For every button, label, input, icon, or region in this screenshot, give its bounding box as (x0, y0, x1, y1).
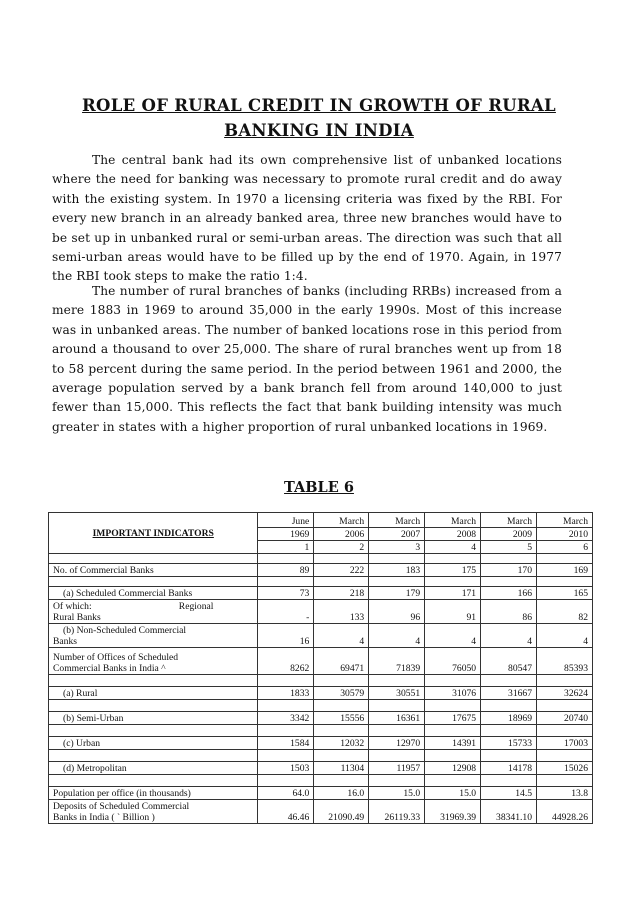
cell: 15.0 (369, 787, 425, 800)
cell: 218 (314, 587, 369, 600)
cell: 26119.33 (369, 800, 425, 824)
cell: 18969 (481, 712, 537, 725)
cell: 133 (314, 600, 369, 624)
cell: 16361 (369, 712, 425, 725)
cell: 4 (314, 624, 369, 648)
cell: 1833 (258, 687, 314, 700)
table-row (49, 787, 593, 800)
row-label: No. of Commercial Banks (49, 564, 258, 577)
table-row (49, 712, 593, 725)
cell: 69471 (314, 648, 369, 675)
header-col-number: 1 (258, 541, 314, 554)
cell: 73 (258, 587, 314, 600)
cell: 15026 (537, 762, 593, 775)
cell: 30551 (369, 687, 425, 700)
header-month: March (369, 513, 425, 528)
header-month: March (481, 513, 537, 528)
title-line-2: BANKING IN INDIA (224, 121, 414, 140)
table-row (49, 800, 593, 824)
cell: 64.0 (258, 787, 314, 800)
cell: 82 (537, 600, 593, 624)
cell: 21090.49 (314, 800, 369, 824)
table-row (49, 648, 593, 675)
title-line-1: ROLE OF RURAL CREDIT IN GROWTH OF RURAL (82, 96, 556, 115)
cell: 85393 (537, 648, 593, 675)
cell: 170 (481, 564, 537, 577)
cell: 12908 (425, 762, 481, 775)
row-label-part: Deposits of Scheduled Commercial (53, 801, 190, 812)
cell: 169 (537, 564, 593, 577)
cell: 30579 (314, 687, 369, 700)
row-label-part: Banks (53, 636, 77, 647)
cell: 71839 (369, 648, 425, 675)
header-month: March (537, 513, 593, 528)
table-row (49, 762, 593, 775)
row-label-part: Of which: (53, 601, 92, 612)
header-col-number: 6 (537, 541, 593, 554)
row-label-part: Regional (178, 601, 214, 612)
cell: 17675 (425, 712, 481, 725)
cell: 76050 (425, 648, 481, 675)
row-label: (a) Scheduled Commercial Banks (49, 587, 258, 600)
cell: 31667 (481, 687, 537, 700)
row-label-part: Banks in India ( ` Billion ) (53, 812, 155, 823)
cell: 183 (369, 564, 425, 577)
cell: 91 (425, 600, 481, 624)
row-label: (d) Metropolitan (49, 762, 258, 775)
cell: 4 (369, 624, 425, 648)
cell: 1503 (258, 762, 314, 775)
cell: 13.8 (537, 787, 593, 800)
row-label (49, 800, 258, 824)
row-label: (b) Semi-Urban (49, 712, 258, 725)
row-label-part: (b) Non-Scheduled Commercial (63, 625, 187, 636)
header-col-number: 3 (369, 541, 425, 554)
cell: 15556 (314, 712, 369, 725)
cell: 12032 (314, 737, 369, 750)
cell: 165 (537, 587, 593, 600)
row-label: (a) Rural (49, 687, 258, 700)
cell: 44928.26 (537, 800, 593, 824)
cell: 12970 (369, 737, 425, 750)
table-title: TABLE 6 (284, 479, 354, 496)
document-title (40, 93, 598, 143)
cell: 8262 (258, 648, 314, 675)
paragraph-1: The central bank had its own comprehensive list of unbanked locations where the need for banking was necessary to promote rural credit and do away with the existing system. In 1970 a licensing criteria was fixed by the RBI. For every new branch in an already banked area, three new branches would have to be set up in unbanked rural or semi-urban areas. The direction was such that all semi-urban areas would have to be filled up by the end of 1970. Again, in 1977 the RBI took steps to make the ratio 1:4. (52, 153, 562, 284)
cell: 15733 (481, 737, 537, 750)
cell: 16.0 (314, 787, 369, 800)
cell: 31076 (425, 687, 481, 700)
row-label (49, 624, 258, 648)
cell: 179 (369, 587, 425, 600)
cell: 80547 (481, 648, 537, 675)
cell: 15.0 (425, 787, 481, 800)
cell: 20740 (537, 712, 593, 725)
header-year: 2006 (314, 528, 369, 541)
cell: 46.46 (258, 800, 314, 824)
indicators-table (48, 512, 593, 824)
cell: 4 (481, 624, 537, 648)
header-month: March (425, 513, 481, 528)
header-year: 2007 (369, 528, 425, 541)
cell: 166 (481, 587, 537, 600)
cell: 175 (425, 564, 481, 577)
cell: 4 (537, 624, 593, 648)
header-col-number: 4 (425, 541, 481, 554)
cell: 14178 (481, 762, 537, 775)
cell: 16 (258, 624, 314, 648)
cell: 17003 (537, 737, 593, 750)
header-year: 2010 (537, 528, 593, 541)
row-label-part: Commercial Banks in India ^ (53, 663, 166, 674)
header-year: 1969 (258, 528, 314, 541)
cell: 38341.10 (481, 800, 537, 824)
header-col-number: 2 (314, 541, 369, 554)
table-row (49, 624, 593, 648)
table-row (49, 737, 593, 750)
cell: 222 (314, 564, 369, 577)
header-year: 2008 (425, 528, 481, 541)
header-month: March (314, 513, 369, 528)
cell: 31969.39 (425, 800, 481, 824)
cell: 4 (425, 624, 481, 648)
header-month: June (258, 513, 314, 528)
cell: 14391 (425, 737, 481, 750)
row-label (49, 648, 258, 675)
cell: 11304 (314, 762, 369, 775)
table-row (49, 564, 593, 577)
cell: - (258, 600, 314, 624)
table-row (49, 600, 593, 624)
row-label: Population per office (in thousands) (49, 787, 258, 800)
table-row (49, 587, 593, 600)
cell: 86 (481, 600, 537, 624)
cell: 89 (258, 564, 314, 577)
row-label: (c) Urban (49, 737, 258, 750)
row-label-part: Number of Offices of Scheduled (53, 652, 179, 663)
header-year: 2009 (481, 528, 537, 541)
row-label (49, 600, 258, 624)
table-row (49, 687, 593, 700)
cell: 32624 (537, 687, 593, 700)
cell: 14.5 (481, 787, 537, 800)
cell: 96 (369, 600, 425, 624)
header-indicators-label: IMPORTANT INDICATORS (49, 513, 258, 554)
cell: 1584 (258, 737, 314, 750)
cell: 11957 (369, 762, 425, 775)
header-col-number: 5 (481, 541, 537, 554)
cell: 171 (425, 587, 481, 600)
row-label-part: Rural Banks (53, 612, 101, 623)
paragraph-2: The number of rural branches of banks (including RRBs) increased from a mere 1883 in 1969 to around 35,000 in the early 1990s. Most of this increase was in unbanked areas. The number of banked locations rose in this period from around a thousand to over 25,000. The share of rural branches went up from 18 to 58 percent during the same period. In the period between 1961 and 2000, the average population served by a bank branch fell from around 140,000 to just fewer than 15,000. This reflects the fact that bank building intensity was much greater in states with a higher proportion of rural unbanked locations in 1969. (52, 284, 562, 434)
cell: 3342 (258, 712, 314, 725)
